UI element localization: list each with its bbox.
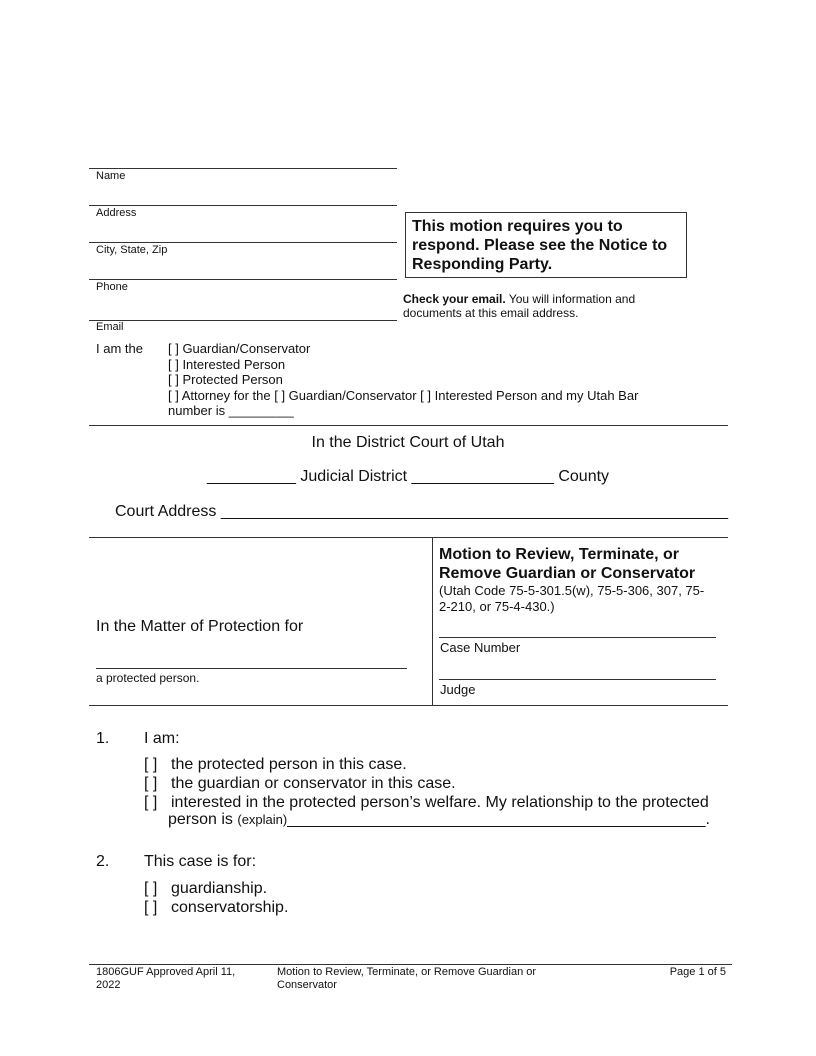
court-title: In the District Court of Utah <box>311 434 505 451</box>
court-address: Court Address _________________________________________________________ <box>115 503 729 520</box>
footer-line <box>89 964 732 965</box>
option-protected[interactable]: [ ] Protected Person <box>168 372 283 387</box>
name-line[interactable] <box>89 168 397 169</box>
option-interested[interactable]: [ ] Interested Person <box>168 356 286 372</box>
notice-text: This motion requires you to respond. Please see the Notice to Responding Party. <box>412 218 668 273</box>
email-label: Email <box>96 321 124 333</box>
checkbox[interactable]: [ ] <box>144 794 158 811</box>
caption-top-line <box>89 537 728 538</box>
email-line[interactable] <box>89 320 397 321</box>
option-text: guardianship. <box>171 880 268 897</box>
option-text: the guardian or conservator in this case. <box>171 775 456 792</box>
email-note-rest: You will information and documents at this email address. <box>403 292 636 320</box>
matter-label: In the Matter of Protection for <box>96 618 304 635</box>
address-line[interactable] <box>89 205 397 206</box>
address-label: Address <box>96 207 137 219</box>
judge-label: Judge <box>440 682 476 697</box>
motion-title-line2: Remove Guardian or Conservator <box>439 565 696 582</box>
i-am-label: I am the <box>96 341 143 356</box>
phone-label: Phone <box>96 281 128 293</box>
protected-person-line[interactable] <box>96 668 407 669</box>
email-note <box>403 292 693 320</box>
email-note-bold: Check your email. <box>403 292 506 306</box>
name-label: Name <box>96 170 126 182</box>
item-2-heading: This case is for: <box>144 853 257 870</box>
judicial-district: __________ Judicial District ________________ County <box>206 468 610 485</box>
footer-page: Page 1 of 5 <box>669 966 726 978</box>
city-label: City, State, Zip <box>96 244 168 256</box>
checkbox[interactable]: [ ] <box>144 880 158 897</box>
item-1-option-3[interactable] <box>144 794 709 812</box>
explain-hint: (explain) <box>237 812 288 827</box>
item-2-number: 2. <box>96 853 110 870</box>
footer-form-id: 1806GUF Approved April 11, 2022 <box>96 966 236 991</box>
option-text: the protected person in this case. <box>171 756 407 773</box>
item-1-number: 1. <box>96 730 110 747</box>
city-line[interactable] <box>89 242 397 243</box>
judge-line[interactable] <box>439 679 716 680</box>
checkbox[interactable]: [ ] <box>144 775 158 792</box>
i-am-options <box>168 341 638 419</box>
case-number-line[interactable] <box>439 637 716 638</box>
option-text: conservatorship. <box>171 899 289 916</box>
option-guardian[interactable]: [ ] Guardian/Conservator <box>168 341 311 356</box>
caption-divider <box>432 537 433 705</box>
item-2-option-1[interactable] <box>144 880 267 898</box>
item-1-option-2[interactable] <box>144 775 456 793</box>
item-1-explain[interactable] <box>168 811 710 829</box>
item-1-heading: I am: <box>144 730 180 747</box>
protected-person-label: a protected person. <box>96 671 200 685</box>
explain-blank[interactable]: _______________________________________________. <box>287 811 710 828</box>
case-number-label: Case Number <box>440 640 521 655</box>
option-attorney[interactable]: [ ] Attorney for the [ ] Guardian/Conservator [ ] Interested Person and my Utah Bar <box>168 387 639 403</box>
checkbox[interactable]: [ ] <box>144 756 158 773</box>
checkbox[interactable]: [ ] <box>144 899 158 916</box>
phone-line[interactable] <box>89 279 397 280</box>
option-text: interested in the protected person’s welfare. My relationship to the protected <box>171 794 709 811</box>
item-2-option-2[interactable] <box>144 899 288 917</box>
code-line1: (Utah Code 75-5-301.5(w), 75-5-306, 307, 75- <box>439 583 705 598</box>
explain-prefix: person is <box>168 811 238 828</box>
notice-box <box>405 212 687 278</box>
footer-title: Motion to Review, Terminate, or Remove Guardian or Conservator <box>277 966 537 991</box>
motion-title <box>439 545 704 615</box>
bar-number[interactable]: number is _________ <box>168 403 294 418</box>
code-line2: 2-210, or 75-4-430.) <box>439 599 555 614</box>
caption-bottom-line <box>89 705 728 706</box>
divider <box>89 425 728 426</box>
motion-title-line1: Motion to Review, Terminate, or <box>439 546 680 563</box>
item-1-option-1[interactable] <box>144 756 407 774</box>
